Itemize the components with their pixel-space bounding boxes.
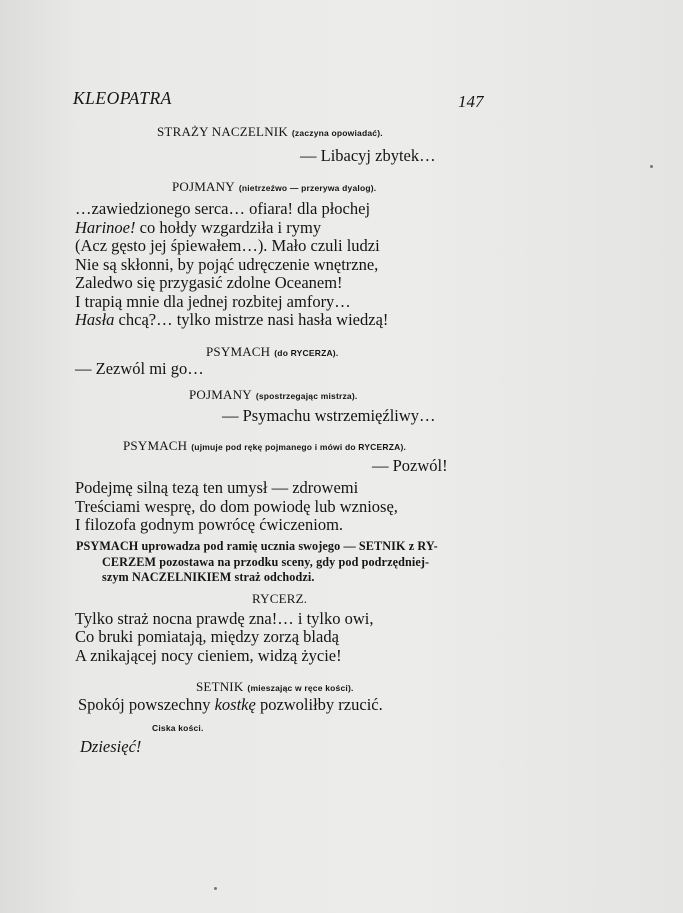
stage-direction: (spostrzegając mistrza). [255,391,358,401]
verse-line [75,220,321,237]
verse-line: Tylko straż nocna prawdę zna!… i tylko owi, [75,609,374,628]
stage-direction-line: PSYMACH uprowadza pod ramię ucznia swojego — SETNIK z RY- [76,539,438,553]
speaker-name: RYCERZ. [252,591,308,606]
speaker-name: STRAŻY NACZELNIK [157,124,288,139]
speaker-heading [206,344,338,360]
verse-line: Zaledwo się przygasić zdolne Oceanem! [75,273,343,292]
page-number: 147 [458,92,484,111]
stage-direction: (mieszając w ręce kości). [247,683,354,693]
stage-direction: (ujmuje pod rękę pojmanego i mówi do RYCERZA). [191,442,407,452]
stage-direction: (nietrzeźwo — przerywa dyalog). [238,183,377,193]
verse-line: I trapią mnie dla jednej rozbitej amfory… [75,292,351,311]
verse-line: A znikającej nocy cieniem, widzą życie! [75,646,342,665]
speaker-heading [189,387,357,403]
italic-word: kostkę [214,695,256,714]
verse-text: chcą?… tylko mistrze nasi hasła wiedzą! [114,310,389,329]
verse-text: co hołdy wzgardziła i rymy [135,218,322,237]
verse-line: (Acz gęsto jej śpiewałem…). Mało czuli ludzi [75,236,380,255]
speaker-heading [196,679,354,695]
verse-line: I filozofa godnym powrócę ćwiczeniom. [75,515,344,534]
verse-line: — Libacyj zbytek… [300,146,436,165]
stage-direction-line: CERZEM pozostawa na przodku sceny, gdy pod podrzędniej- [102,555,430,569]
speaker-heading [123,438,406,454]
speaker-name: PSYMACH [206,344,271,359]
stage-direction: (zaczyna opowiadać). [291,128,383,138]
verse-line: Co bruki pomiatają, między zorzą bladą [75,627,339,646]
verse-line: Treściami wesprę, do dom powiodę lub wzniosę, [75,497,398,516]
verse-line: Podejmę silną tezą ten umysł — zdrowemi [75,478,359,497]
verse-line: …zawiedzionego serca… ofiara! dla płochej [75,199,371,218]
speaker-name: POJMANY [172,179,235,194]
verse-text: pozwoliłby rzucić. [255,695,383,714]
verse-text: Spokój powszechny [78,695,215,714]
speaker-heading [157,124,383,140]
paper-speck [214,887,217,890]
running-title: KLEOPATRA [73,88,172,108]
speaker-name: SETNIK [196,679,244,694]
italic-word: Harinoe! [75,218,136,237]
verse-line: — Psymachu wstrzemięźliwy… [222,406,436,425]
italic-word: Hasła [75,310,115,329]
verse-line: — Pozwól! [372,456,448,475]
stage-direction: Ciska kości. [152,723,204,733]
speaker-name: POJMANY [189,387,252,402]
speaker-name: PSYMACH [123,438,188,453]
speaker-heading [172,179,376,195]
verse-line [75,312,388,329]
verse-line: — Zezwól mi go… [75,359,204,378]
verse-line: Nie są skłonni, by pojąć udręczenie wnętrzne, [75,255,379,274]
verse-line [78,697,383,714]
paper-speck [650,165,653,168]
stage-direction-line: szym NACZELNIKIEM straż odchodzi. [102,570,315,584]
stage-direction: (do RYCERZA). [274,348,339,358]
verse-line: Dziesięć! [80,737,142,756]
